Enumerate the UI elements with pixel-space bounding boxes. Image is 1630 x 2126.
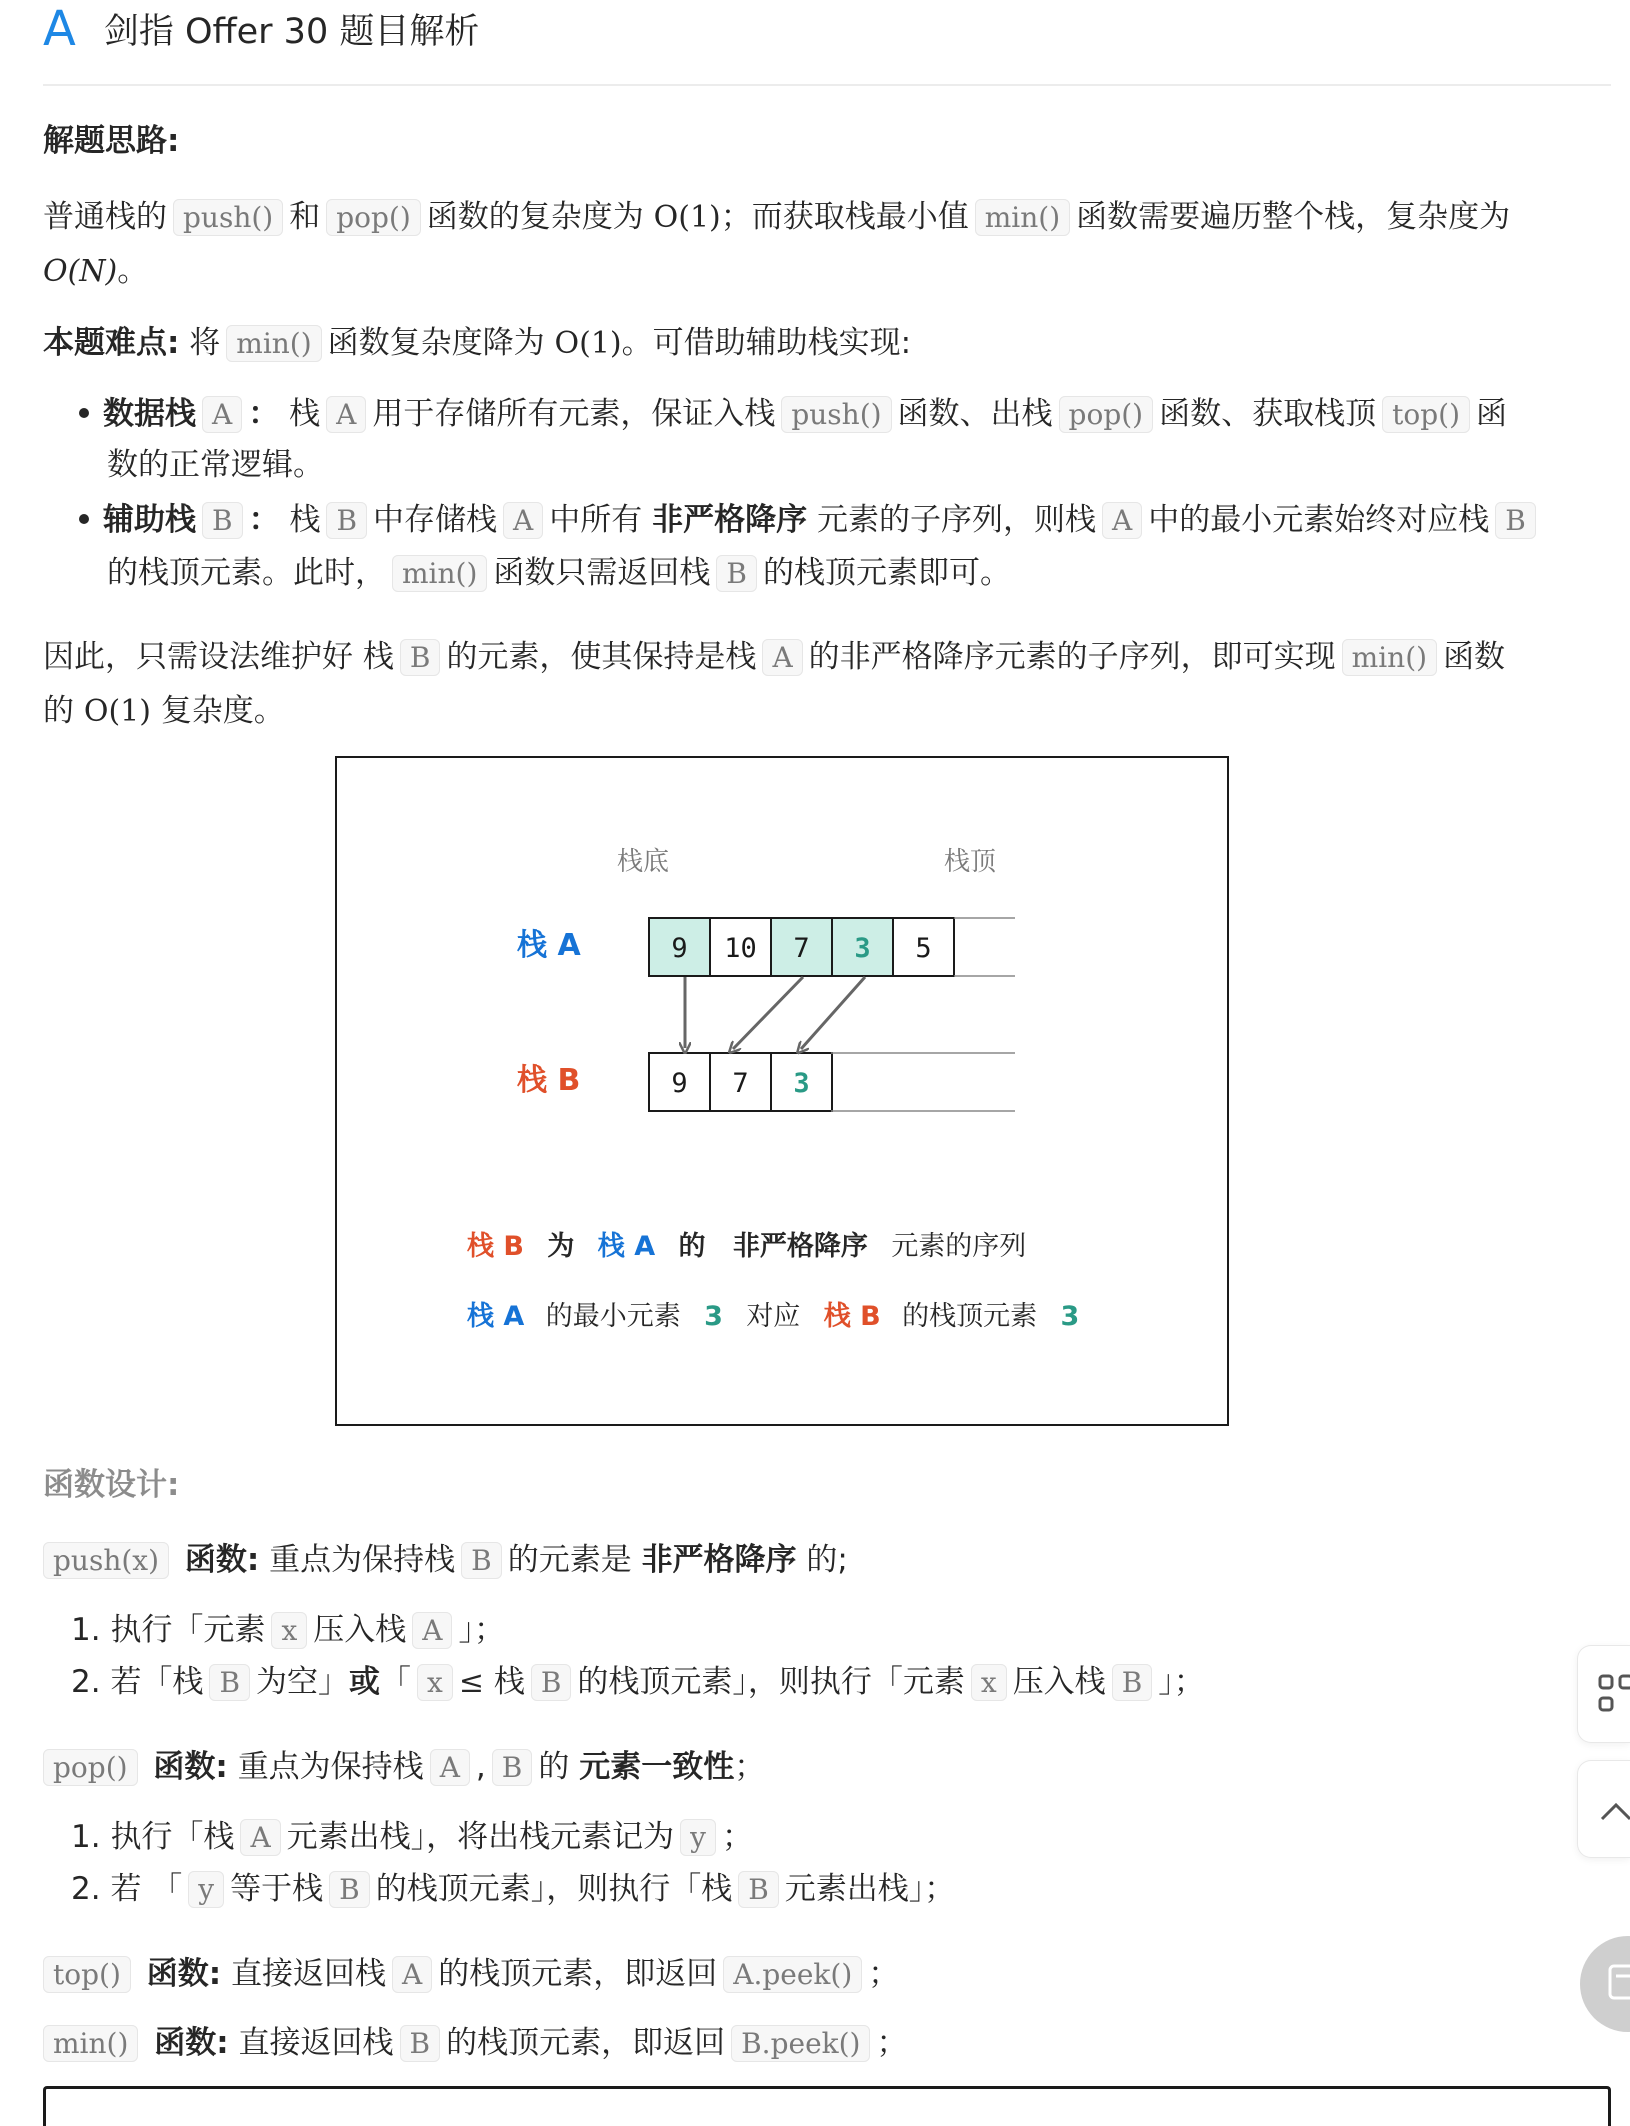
notebook-icon xyxy=(1580,1936,1630,2032)
title-divider xyxy=(43,84,1611,86)
section-approach-heading: 解题思路: xyxy=(43,123,180,159)
chevron-up-icon xyxy=(1578,1761,1630,1857)
section-design-heading: 函数设计: xyxy=(43,1467,180,1503)
logo-icon: A xyxy=(43,1,76,57)
label-stack-top: 栈顶 xyxy=(944,847,997,877)
pop-step-2: 2. 若 「 y 等于栈 B 的栈顶元素」，则执行「栈 B 元素出栈」； xyxy=(71,1871,956,1907)
stack-a-label: 栈 A xyxy=(517,928,581,963)
arrow-7 xyxy=(733,977,803,1049)
page-title-text: 剑指 Offer 30 题目解析 xyxy=(103,12,480,52)
notes-button[interactable] xyxy=(1580,1936,1630,2032)
qrcode-icon xyxy=(1578,1646,1630,1742)
pop-heading: pop() 函数: 重点为保持栈 A , B 的 元素一致性； xyxy=(43,1740,765,1795)
math-o1: O(1) xyxy=(653,200,721,235)
bullet-2-line-2: 的栈顶元素。此时， min() 函数只需返回栈 B 的栈顶元素即可。 xyxy=(107,555,1011,591)
stack-diagram xyxy=(335,756,1229,1426)
code-block-top-edge xyxy=(43,2086,1611,2126)
code-min: min() xyxy=(226,325,321,362)
stack-b-label: 栈 B xyxy=(517,1063,581,1098)
bullet-2-line-1: 辅助栈 B ： 栈 B 中存储栈 A 中所有 非严格降序 元素的子序列，则栈 A 中的最小元素始终对应栈 B xyxy=(79,493,1542,548)
bullet-dot xyxy=(79,514,89,524)
stack-b-cells xyxy=(649,1053,832,1111)
caption-1: 栈 B 为 栈 A 的 非严格降序 元素的序列 xyxy=(467,1231,1027,1262)
pop-step-1: 1. 执行「栈 A 元素出栈」，将出栈元素记为 y ； xyxy=(71,1819,753,1855)
paragraph-1-line-1: 普通栈的 push() 和 pop() 函数的复杂度为 O(1)；而获取栈最小值 min() 函数需要遍历整个栈，复杂度为 xyxy=(43,199,1511,235)
arrow-3 xyxy=(801,977,865,1049)
page-title xyxy=(43,1,480,57)
math-on: O(N) xyxy=(43,254,118,289)
code-min: min() xyxy=(975,199,1070,236)
stack-a-cell-value: 10 xyxy=(724,933,757,964)
code-pop: pop() xyxy=(326,199,421,236)
paragraph-3-line-2: 的 O(1) 复杂度。 xyxy=(43,693,285,729)
code-push: push() xyxy=(173,199,283,236)
push-heading: push(x) 函数: 重点为保持栈 B 的元素是 非严格降序 的; xyxy=(43,1533,848,1588)
back-to-top-button[interactable] xyxy=(1577,1760,1630,1858)
stack-a-cell-value: 5 xyxy=(915,933,932,964)
qrcode-button[interactable] xyxy=(1577,1645,1630,1743)
push-step-1: 1. 执行「元素 x 压入栈 A 」； xyxy=(71,1612,505,1648)
bullet-1-line-1: 数据栈 A ： 栈 A 用于存储所有元素，保证入栈 push() 函数、出栈 pop() 函数、获取栈顶 top() 函 xyxy=(79,387,1507,442)
paragraph-2: 本题难点: 将 min() 函数复杂度降为 O(1)。可借助辅助栈实现: xyxy=(43,325,912,361)
bullet-1-line-2: 数的正常逻辑。 xyxy=(107,447,324,483)
stack-a-cells xyxy=(649,918,954,976)
stack-b-cell-value: 7 xyxy=(732,1068,749,1099)
paragraph-3-line-1: 因此，只需设法维护好 栈 B 的元素，使其保持是栈 A 的非严格降序元素的子序列，即可实现 min() 函数 xyxy=(43,639,1506,675)
push-step-2: 2. 若「栈 B 为空」或「 x ≤ 栈 B 的栈顶元素」，则执行「元素 x 压入栈 B 」； xyxy=(71,1664,1205,1700)
stack-a-cell-value: 9 xyxy=(671,933,688,964)
stack-a-cell-value: 7 xyxy=(793,933,810,964)
stack-diagram-svg xyxy=(337,758,1227,1424)
stack-b-cell-value: 9 xyxy=(671,1068,688,1099)
paragraph-1-line-2: O(N)。 xyxy=(43,253,149,289)
stack-b-cell-value: 3 xyxy=(793,1068,810,1099)
math-o1: O(1) xyxy=(554,326,622,361)
label-stack-bottom: 栈底 xyxy=(617,847,670,877)
top-heading: top() 函数: 直接返回栈 A 的栈顶元素，即返回 A.peek() ； xyxy=(43,1947,899,2002)
bullet-dot xyxy=(79,408,89,418)
min-heading: min() 函数: 直接返回栈 B 的栈顶元素，即返回 B.peek() ； xyxy=(43,2016,907,2071)
stack-a-cell-value: 3 xyxy=(854,933,871,964)
caption-2: 栈 A 的最小元素 3 对应 栈 B 的栈顶元素 3 xyxy=(467,1301,1080,1332)
